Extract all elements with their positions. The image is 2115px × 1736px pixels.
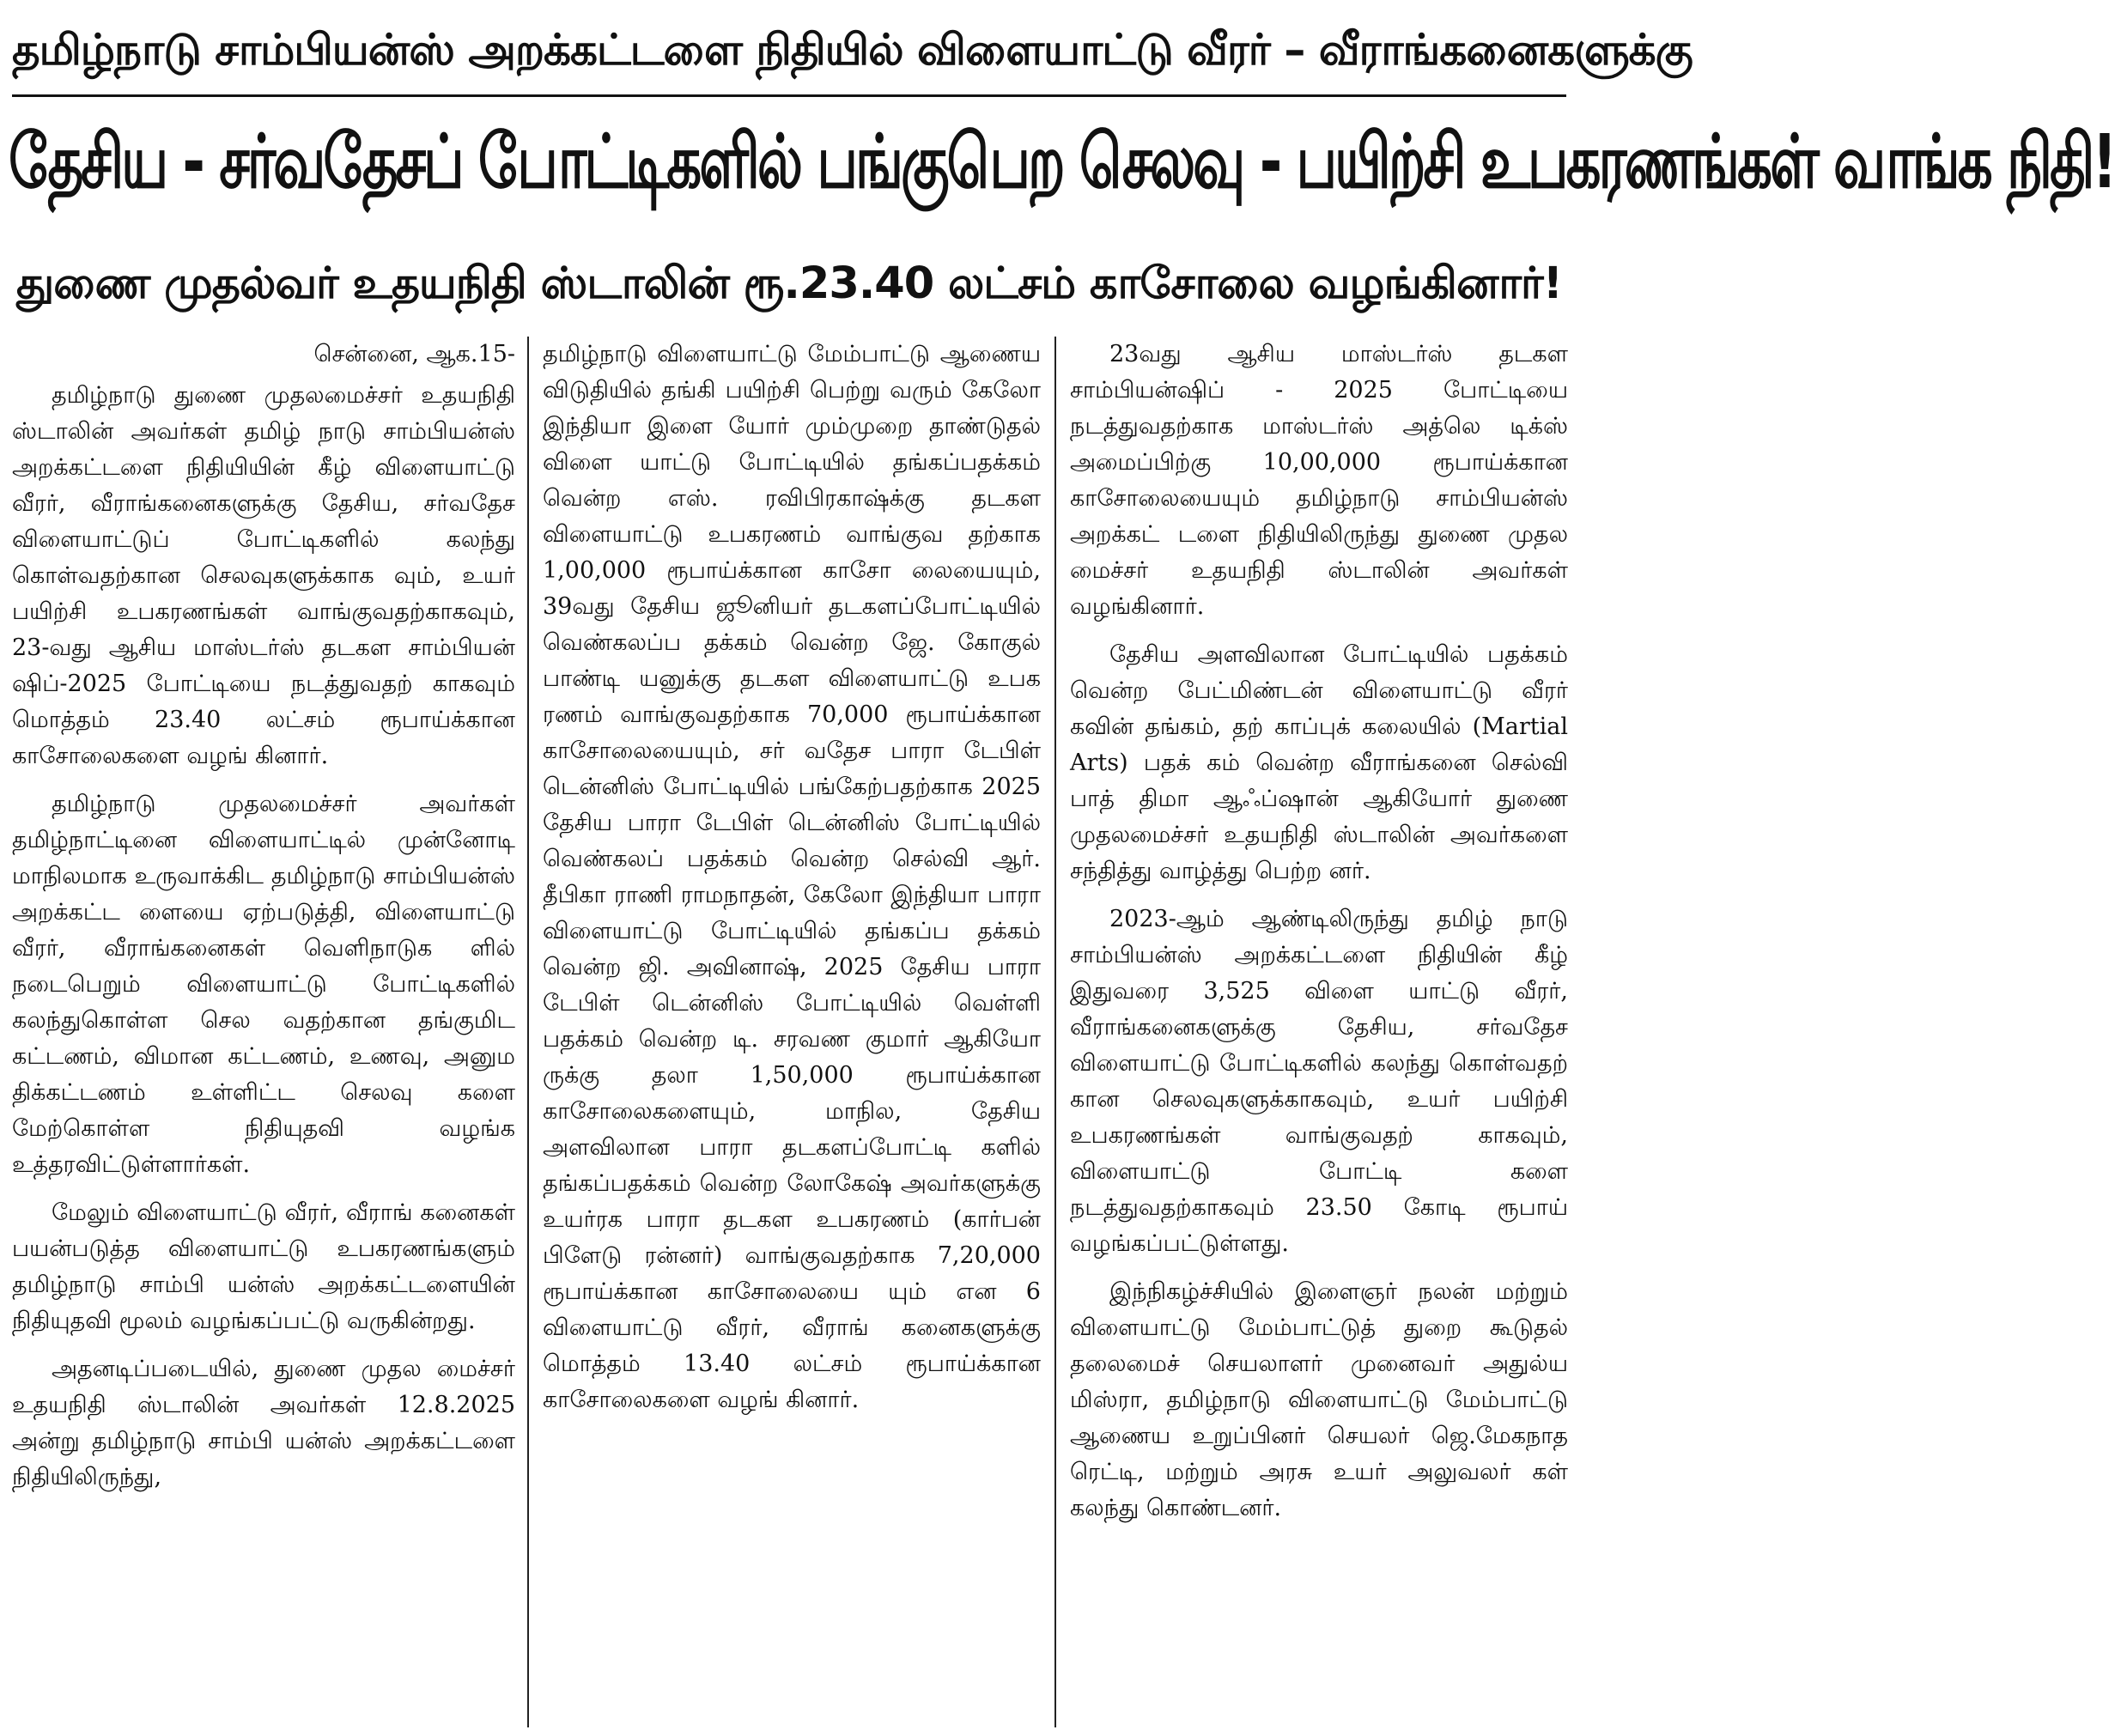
article-column-2 [543, 337, 1041, 1727]
dateline: சென்னை, ஆக.15- [313, 341, 515, 367]
paragraph: மேலும் விளையாட்டு வீரர், வீராங் கனைகள் பயன்படுத்த விளையாட்டு உபகரணங்களும் தமிழ்நாடு சாம்பி யன்ஸ் அறக்கட்டளையின் நிதியுதவி மூலம் வழங்கப்பட்டு வருகின்றது. [12, 1199, 515, 1334]
article-column-1 [12, 337, 515, 1727]
column-divider [527, 337, 529, 1727]
paragraph: தமிழ்நாடு முதலமைச்சர் அவர்கள் தமிழ்நாட்டினை விளையாட்டில் முன்னோடி மாநிலமாக உருவாக்கிட தமிழ்நாடு சாம்பியன்ஸ் அறக்கட்ட ளையை ஏற்படுத்தி, விளையாட்டு வீரர், வீராங்கனைகள் வெளிநாடுக ளில் நடைபெறும் விளையாட்டு போட்டிகளில் கலந்துகொள்ள செல வதற்கான தங்குமிட கட்டணம், விமான கட்டணம், உணவு, அனும திக்கட்டணம் உள்ளிட்ட செலவு களை மேற்கொள்ள நிதியுதவி வழங்க உத்தரவிட்டுள்ளார்கள். [12, 791, 515, 1178]
article-column-3 [1070, 337, 1568, 1727]
paragraph: தமிழ்நாடு துணை முதலமைச்சர் உதயநிதி ஸ்டாலின் அவர்கள் தமிழ் நாடு சாம்பியன்ஸ் அறக்கட்டளை நிதியியின் கீழ் விளையாட்டு வீரர், வீராங்கனைகளுக்கு தேசிய, சர்வதேச விளையாட்டுப் போட்டிகளில் கலந்து கொள்வதற்கான செலவுகளுக்காக வும், உயர் பயிற்சி உபகரணங்கள் வாங்குவதற்காகவும், 23-வது ஆசிய மாஸ்டர்ஸ் தடகள சாம்பியன் ஷிப்-2025 போட்டியை நடத்துவதற் காகவும் மொத்தம் 23.40 லட்சம் ரூபாய்க்கான காசோலைகளை வழங் கினார். [12, 382, 515, 769]
paragraph: தேசிய அளவிலான போட்டியில் பதக்கம் வென்ற பேட்மிண்டன் விளையாட்டு வீரர் கவின் தங்கம், தற் காப்புக் கலையில் (Martial Arts) பதக் கம் வென்ற வீராங்கனை செல்வி பாத் திமா ஆஃப்ஷான் ஆகியோர் துணை முதலமைச்சர் உதயநிதி ஸ்டாலின் அவர்களை சந்தித்து வாழ்த்து பெற்ற னர். [1070, 641, 1568, 884]
paragraph: இந்நிகழ்ச்சியில் இளைஞர் நலன் மற்றும் விளையாட்டு மேம்பாட்டுத் துறை கூடுதல் தலைமைச் செயலாளர் முனைவர் அதுல்ய மிஸ்ரா, தமிழ்நாடு விளையாட்டு மேம்பாட்டு ஆணைய உறுப்பினர் செயலர் ஜெ.மேகநாத ரெட்டி, மற்றும் அரசு உயர் அலுவலர் கள் கலந்து கொண்டனர். [1070, 1278, 1568, 1521]
sub-headline: துணை முதல்வர் உதயநிதி ஸ்டாலின் ரூ.23.40 லட்சம் காசோலை வழங்கினார்! [16, 258, 1562, 309]
paragraph: அதனடிப்படையில், துணை முதல மைச்சர் உதயநிதி ஸ்டாலின் அவர்கள் 12.8.2025 அன்று தமிழ்நாடு சாம்பி யன்ஸ் அறக்கட்டளை நிதியிலிருந்து, [12, 1356, 515, 1490]
paragraph: தமிழ்நாடு விளையாட்டு மேம்பாட்டு ஆணைய விடுதியில் தங்கி பயிற்சி பெற்று வரும் கேலோ இந்தியா இளை யோர் மும்முறை தாண்டுதல் விளை யாட்டு போட்டியில் தங்கப்பதக்கம் வென்ற எஸ். ரவிபிரகாஷ்க்கு தடகள விளையாட்டு உபகரணம் வாங்குவ தற்காக 1,00,000 ரூபாய்க்கான காசோ லையையும், 39வது தேசிய ஜூனியர் தடகளப்போட்டியில் வெண்கலப்ப தக்கம் வென்ற ஜே. கோகுல் பாண்டி யனுக்கு தடகள விளையாட்டு உபக ரணம் வாங்குவதற்காக 70,000 ரூபாய்க்கான காசோலையையும், சர் வதேச பாரா டேபிள் டென்னிஸ் போட்டியில் பங்கேற்பதற்காக 2025 தேசிய பாரா டேபிள் டென்னிஸ் போட்டியில் வெண்கலப் பதக்கம் வென்ற செல்வி ஆர். தீபிகா ராணி ராமநாதன், கேலோ இந்தியா பாரா விளையாட்டு போட்டியில் தங்கப்ப தக்கம் வென்ற ஜி. அவினாஷ், 2025 தேசிய பாரா டேபிள் டென்னிஸ் போட்டியில் வெள்ளி பதக்கம் வென்ற டி. சரவண குமார் ஆகியோ ருக்கு தலா 1,50,000 ரூபாய்க்கான காசோலைகளையும், மாநில, தேசிய அளவிலான பாரா தடகளப்போட்டி களில் தங்கப்பதக்கம் வென்ற லோகேஷ் அவர்களுக்கு உயர்ரக பாரா தடகள உபகரணம் (கார்பன் பிளேடு ரன்னர்) வாங்குவதற்காக 7,20,000 ரூபாய்க்கான காசோலையை யும் என 6 விளையாட்டு வீரர், வீராங் கனைகளுக்கு மொத்தம் 13.40 லட்சம் ரூபாய்க்கான காசோலைகளை வழங் கினார். [543, 341, 1041, 1413]
column-divider [1054, 337, 1056, 1727]
paragraph: 2023-ஆம் ஆண்டிலிருந்து தமிழ் நாடு சாம்பியன்ஸ் அறக்கட்டளை நிதியின் கீழ் இதுவரை 3,525 விளை யாட்டு வீரர், வீராங்கனைகளுக்கு தேசிய, சர்வதேச விளையாட்டு போட்டிகளில் கலந்து கொள்வதற் கான செலவுகளுக்காகவும், உயர் பயிற்சி உபகரணங்கள் வாங்குவதற் காகவும், விளையாட்டு போட்டி களை நடத்துவதற்காகவும் 23.50 கோடி ரூபாய் வழங்கப்பட்டுள்ளது. [1070, 906, 1568, 1257]
main-headline: தேசிய - சர்வதேசப் போட்டிகளில் பங்குபெற செலவு - பயிற்சி உபகரணங்கள் வாங்க நிதி! [9, 119, 2115, 206]
kicker-headline: தமிழ்நாடு சாம்பியன்ஸ் அறக்கட்டளை நிதியில் விளையாட்டு வீரர் – வீராங்கனைகளுக்கு [12, 25, 1693, 75]
paragraph: 23வது ஆசிய மாஸ்டர்ஸ் தடகள சாம்பியன்ஷிப் - 2025 போட்டியை நடத்துவதற்காக மாஸ்டர்ஸ் அத்லெ டிக்ஸ் அமைப்பிற்கு 10,00,000 ரூபாய்க்கான காசோலையையும் தமிழ்நாடு சாம்பியன்ஸ் அறக்கட் டளை நிதியிலிருந்து துணை முதல மைச்சர் உதயநிதி ஸ்டாலின் அவர்கள் வழங்கினார். [1070, 341, 1568, 620]
